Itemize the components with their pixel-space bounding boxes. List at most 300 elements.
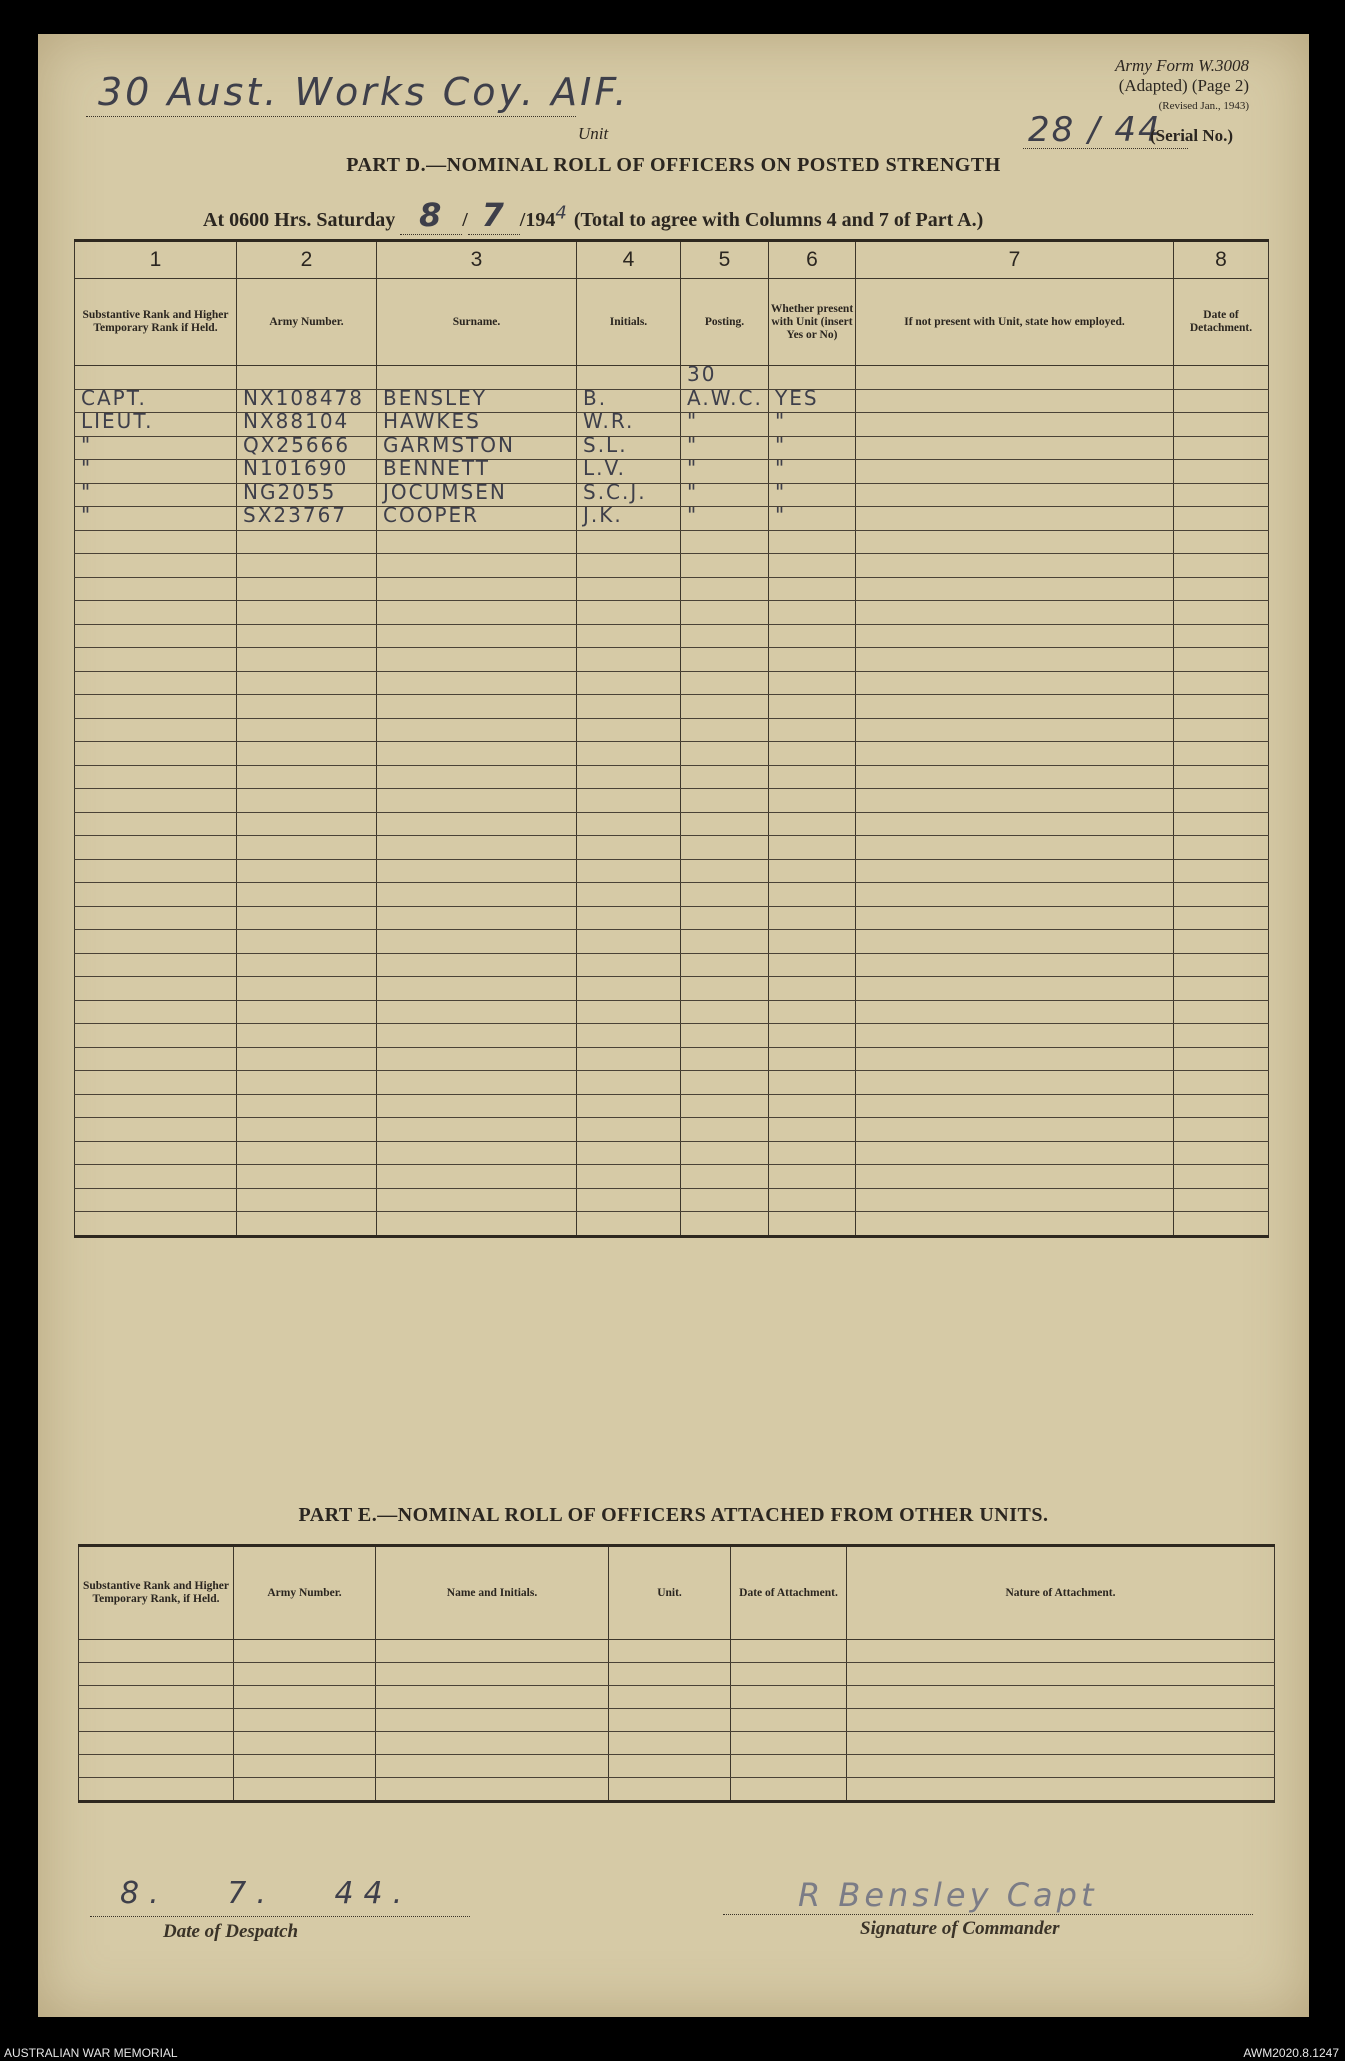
- table-cell: [234, 1640, 376, 1663]
- table-cell: [769, 554, 856, 578]
- table-cell: [234, 1709, 376, 1732]
- table-cell: [377, 1024, 577, 1048]
- table-cell: [769, 836, 856, 860]
- table-cell: [856, 507, 1174, 531]
- table-cell: [609, 1732, 731, 1755]
- table-row: [75, 812, 1269, 836]
- table-row: [75, 789, 1269, 813]
- table-cell: [1174, 906, 1269, 930]
- table-cell: [237, 554, 377, 578]
- table-cell: [1174, 366, 1269, 390]
- table-row: [75, 859, 1269, 883]
- table-cell: [681, 953, 769, 977]
- handwritten-entry: ": [81, 432, 93, 457]
- table-cell: [847, 1778, 1275, 1802]
- table-cell: [377, 1094, 577, 1118]
- table-cell: [377, 624, 577, 648]
- serial-label: (Serial No.): [1150, 126, 1234, 145]
- column-number: 5: [681, 241, 769, 279]
- part-d-table: [74, 239, 1269, 1238]
- table-cell: [75, 812, 237, 836]
- table-cell: [577, 742, 681, 766]
- table-cell: [1174, 671, 1269, 695]
- table-cell: [681, 1165, 769, 1189]
- table-cell: [237, 530, 377, 554]
- table-cell: [1174, 1047, 1269, 1071]
- despatch-date-handwritten: 8. 7. 44.: [120, 1876, 413, 1911]
- part-e-header-unit: Unit.: [609, 1546, 731, 1640]
- table-cell: [377, 1071, 577, 1095]
- table-cell: [769, 789, 856, 813]
- table-cell: [731, 1686, 847, 1709]
- table-cell: [1174, 765, 1269, 789]
- table-cell: [856, 554, 1174, 578]
- table-cell: [75, 554, 237, 578]
- table-cell: [75, 577, 237, 601]
- form-reference: [1115, 56, 1249, 116]
- table-cell: [376, 1640, 609, 1663]
- table-cell: [237, 1071, 377, 1095]
- table-cell: [237, 671, 377, 695]
- table-cell: [377, 930, 577, 954]
- table-cell: [577, 695, 681, 719]
- table-row: [79, 1663, 1275, 1686]
- part-e-body: [79, 1640, 1275, 1802]
- table-row: [75, 836, 1269, 860]
- table-cell: [847, 1686, 1275, 1709]
- table-row: [75, 1000, 1269, 1024]
- table-cell: [237, 859, 377, 883]
- table-row: [75, 765, 1269, 789]
- table-cell: [377, 742, 577, 766]
- table-cell: [377, 906, 577, 930]
- table-row: [79, 1732, 1275, 1755]
- table-cell: [577, 601, 681, 625]
- table-cell: [75, 1141, 237, 1165]
- table-cell: [234, 1732, 376, 1755]
- handwritten-entry: NG2055: [243, 479, 337, 504]
- table-cell: [609, 1755, 731, 1778]
- table-cell: [1174, 977, 1269, 1001]
- column-header-detachment: Date of Detachment.: [1174, 279, 1269, 366]
- handwritten-entry: ": [775, 503, 787, 527]
- table-cell: [577, 765, 681, 789]
- part-e-header-army-number: Army Number.: [234, 1546, 376, 1640]
- table-cell: [847, 1663, 1275, 1686]
- table-cell: [847, 1709, 1275, 1732]
- table-cell: [769, 1071, 856, 1095]
- column-number: 2: [237, 241, 377, 279]
- table-row: [79, 1686, 1275, 1709]
- table-cell: [577, 1071, 681, 1095]
- table-cell: [731, 1663, 847, 1686]
- handwritten-entry: ": [687, 409, 699, 433]
- table-cell: [731, 1709, 847, 1732]
- handwritten-entry: ": [81, 503, 93, 527]
- table-cell: [681, 671, 769, 695]
- serial-handwritten: 28 / 44: [1028, 110, 1162, 150]
- table-cell: [856, 483, 1174, 507]
- table-cell: [769, 671, 856, 695]
- table-row: [75, 507, 1269, 531]
- at-prefix: At 0600 Hrs. Saturday: [203, 209, 396, 231]
- table-cell: [681, 601, 769, 625]
- table-cell: [237, 836, 377, 860]
- date-month: 7: [468, 196, 520, 235]
- table-cell: [75, 624, 237, 648]
- table-row: [75, 1024, 1269, 1048]
- table-cell: [237, 577, 377, 601]
- table-cell: [577, 1024, 681, 1048]
- table-cell: [731, 1640, 847, 1663]
- table-cell: [609, 1640, 731, 1663]
- column-number: 8: [1174, 241, 1269, 279]
- table-cell: [577, 836, 681, 860]
- table-cell: [75, 1094, 237, 1118]
- handwritten-entry: ": [775, 432, 787, 457]
- table-cell: [377, 765, 577, 789]
- table-cell: [577, 906, 681, 930]
- table-cell: [577, 859, 681, 883]
- table-row: [75, 1071, 1269, 1095]
- table-cell: [75, 456, 237, 484]
- table-cell: [681, 789, 769, 813]
- table-cell: [856, 601, 1174, 625]
- table-cell: [237, 695, 377, 719]
- table-cell: [1174, 1141, 1269, 1165]
- table-cell: [237, 1212, 377, 1237]
- caption-right: AWM2020.8.1247: [1243, 2046, 1339, 2060]
- column-header-posting: Posting.: [681, 279, 769, 366]
- table-cell: [377, 601, 577, 625]
- table-row: [75, 742, 1269, 766]
- table-cell: [237, 1141, 377, 1165]
- table-cell: [377, 977, 577, 1001]
- table-cell: [376, 1663, 609, 1686]
- table-cell: [1174, 1165, 1269, 1189]
- table-cell: [1174, 930, 1269, 954]
- table-cell: [769, 577, 856, 601]
- table-cell: [577, 718, 681, 742]
- table-cell: [769, 695, 856, 719]
- table-row: [79, 1755, 1275, 1778]
- table-cell: [1174, 718, 1269, 742]
- table-cell: [1174, 530, 1269, 554]
- handwritten-entry: ": [687, 479, 699, 504]
- part-d-body: [75, 362, 1269, 1237]
- table-cell: [856, 812, 1174, 836]
- table-cell: [1174, 1071, 1269, 1095]
- table-row: [75, 1188, 1269, 1212]
- table-cell: [75, 648, 237, 672]
- handwritten-entry: ": [81, 456, 93, 480]
- table-cell: [577, 1212, 681, 1237]
- table-cell: [1174, 1212, 1269, 1237]
- table-cell: [609, 1709, 731, 1732]
- table-cell: [377, 554, 577, 578]
- table-cell: [856, 1000, 1174, 1024]
- table-row: [75, 1141, 1269, 1165]
- part-d-title: PART D.—NOMINAL ROLL OF OFFICERS ON POSTED STRENGTH: [346, 154, 1001, 176]
- table-row: [75, 1094, 1269, 1118]
- table-cell: [681, 1071, 769, 1095]
- handwritten-entry: COOPER: [383, 503, 480, 527]
- table-cell: [731, 1732, 847, 1755]
- table-cell: [856, 1212, 1174, 1237]
- table-cell: [377, 883, 577, 907]
- table-cell: [237, 718, 377, 742]
- table-cell: [1174, 507, 1269, 531]
- table-cell: [75, 742, 237, 766]
- table-cell: [856, 953, 1174, 977]
- table-cell: [856, 577, 1174, 601]
- column-header-present: Whether present with Unit (insert Yes or No): [769, 279, 856, 366]
- handwritten-entry: NX88104: [243, 409, 350, 433]
- table-cell: [75, 789, 237, 813]
- despatch-dotted-line: [90, 1916, 470, 1917]
- table-cell: [847, 1732, 1275, 1755]
- table-cell: [75, 432, 237, 460]
- table-cell: [681, 883, 769, 907]
- table-cell: [577, 530, 681, 554]
- table-row: [75, 1047, 1269, 1071]
- table-cell: [856, 789, 1174, 813]
- table-cell: [856, 1165, 1174, 1189]
- table-cell: [856, 765, 1174, 789]
- handwritten-entry: ": [687, 503, 699, 527]
- column-number: 6: [769, 241, 856, 279]
- column-number: 4: [577, 241, 681, 279]
- table-cell: [681, 530, 769, 554]
- column-number: 1: [75, 241, 237, 279]
- column-header-row: [75, 279, 1269, 366]
- table-cell: [1174, 1188, 1269, 1212]
- table-cell: [681, 503, 769, 531]
- table-cell: [237, 1024, 377, 1048]
- table-row: [75, 1165, 1269, 1189]
- table-row: [75, 577, 1269, 601]
- table-cell: [1174, 695, 1269, 719]
- part-e-header-nature: Nature of Attachment.: [847, 1546, 1275, 1640]
- table-cell: [856, 859, 1174, 883]
- table-cell: [377, 695, 577, 719]
- handwritten-entry: ": [775, 479, 787, 504]
- part-e-header-date: Date of Attachment.: [731, 1546, 847, 1640]
- table-cell: [856, 1024, 1174, 1048]
- column-header-employment: If not present with Unit, state how employed.: [856, 279, 1174, 366]
- table-row: [75, 530, 1269, 554]
- at-time-line: At 0600 Hrs. Saturday 8 / 7 $/194^4$ (Total to agree with Columns 4 and 7 of Part A.): [203, 196, 984, 234]
- table-cell: [1174, 1094, 1269, 1118]
- table-cell: [609, 1778, 731, 1802]
- table-cell: [75, 906, 237, 930]
- table-cell: [577, 1094, 681, 1118]
- table-row: [75, 930, 1269, 954]
- table-cell: [376, 1755, 609, 1778]
- table-cell: [79, 1640, 234, 1663]
- table-cell: [75, 1071, 237, 1095]
- table-cell: [681, 742, 769, 766]
- handwritten-entry: BENNETT: [383, 456, 490, 480]
- table-cell: [237, 624, 377, 648]
- table-cell: [237, 977, 377, 1001]
- table-cell: [237, 765, 377, 789]
- table-cell: [75, 883, 237, 907]
- table-cell: [681, 554, 769, 578]
- column-header-rank: Substantive Rank and Higher Temporary Rank if Held.: [75, 279, 237, 366]
- table-row: [75, 624, 1269, 648]
- table-cell: [75, 1165, 237, 1189]
- table-cell: [609, 1663, 731, 1686]
- at-suffix: (Total to agree with Columns 4 and 7 of Part A.): [573, 209, 984, 231]
- table-cell: [377, 530, 577, 554]
- table-cell: [79, 1709, 234, 1732]
- table-cell: [577, 1118, 681, 1142]
- table-cell: [769, 1165, 856, 1189]
- table-cell: [377, 859, 577, 883]
- table-cell: [681, 859, 769, 883]
- table-cell: [577, 577, 681, 601]
- table-cell: [237, 1000, 377, 1024]
- handwritten-entry: ": [687, 432, 699, 457]
- table-cell: [577, 1165, 681, 1189]
- part-e-header-name: Name and Initials.: [376, 1546, 609, 1640]
- table-cell: [75, 859, 237, 883]
- table-cell: [856, 436, 1174, 460]
- table-cell: [1174, 859, 1269, 883]
- table-cell: [377, 648, 577, 672]
- table-cell: [681, 1024, 769, 1048]
- table-cell: [856, 389, 1174, 413]
- table-cell: [75, 718, 237, 742]
- table-cell: [1174, 836, 1269, 860]
- table-cell: [377, 836, 577, 860]
- table-cell: [1174, 577, 1269, 601]
- table-cell: [577, 812, 681, 836]
- table-row: [75, 601, 1269, 625]
- table-cell: [681, 624, 769, 648]
- handwritten-entry: ": [775, 456, 787, 480]
- handwritten-entry: HAWKES: [383, 409, 481, 433]
- table-cell: [1174, 624, 1269, 648]
- table-cell: [1174, 1024, 1269, 1048]
- table-cell: [681, 1212, 769, 1237]
- table-cell: [769, 859, 856, 883]
- table-cell: [856, 624, 1174, 648]
- table-cell: [1174, 742, 1269, 766]
- table-cell: [377, 1141, 577, 1165]
- table-cell: [79, 1686, 234, 1709]
- table-cell: [769, 601, 856, 625]
- caption-left: AUSTRALIAN WAR MEMORIAL: [4, 2046, 178, 2060]
- table-cell: [577, 977, 681, 1001]
- table-cell: [847, 1640, 1275, 1663]
- part-e-title: PART E.—NOMINAL ROLL OF OFFICERS ATTACHED FROM OTHER UNITS.: [298, 1504, 1049, 1526]
- table-cell: [1174, 413, 1269, 437]
- table-row: [75, 883, 1269, 907]
- table-cell: [769, 1000, 856, 1024]
- form-adapted: (Adapted) (Page 2): [1118, 76, 1249, 95]
- table-cell: [681, 1118, 769, 1142]
- table-cell: [237, 601, 377, 625]
- table-cell: [75, 1047, 237, 1071]
- table-cell: [75, 1188, 237, 1212]
- table-cell: [377, 1165, 577, 1189]
- handwritten-entry: S.L.: [583, 432, 628, 457]
- table-cell: [769, 718, 856, 742]
- table-cell: [237, 812, 377, 836]
- table-cell: [681, 1188, 769, 1212]
- table-cell: [79, 1663, 234, 1686]
- table-cell: [237, 930, 377, 954]
- table-cell: [377, 718, 577, 742]
- table-cell: [577, 1000, 681, 1024]
- table-cell: [75, 953, 237, 977]
- table-cell: [769, 883, 856, 907]
- column-header-army-number: Army Number.: [237, 279, 377, 366]
- table-cell: [769, 1188, 856, 1212]
- column-header-surname: Surname.: [377, 279, 577, 366]
- handwritten-entry: SX23767: [243, 503, 348, 527]
- table-cell: [856, 1141, 1174, 1165]
- table-cell: [681, 1000, 769, 1024]
- column-number-row: [75, 241, 1269, 279]
- table-cell: [1174, 483, 1269, 507]
- table-cell: [856, 1071, 1174, 1095]
- table-cell: [377, 577, 577, 601]
- table-cell: [856, 530, 1174, 554]
- table-cell: [1174, 789, 1269, 813]
- signature-label: Signature of Commander: [860, 1918, 1060, 1939]
- table-cell: [856, 718, 1174, 742]
- handwritten-entry: GARMSTON: [383, 432, 515, 457]
- table-cell: [769, 1047, 856, 1071]
- table-cell: [79, 1778, 234, 1802]
- table-cell: [856, 1047, 1174, 1071]
- table-row: [75, 953, 1269, 977]
- handwritten-entry: ": [687, 456, 699, 480]
- table-cell: [377, 1188, 577, 1212]
- table-cell: [376, 1732, 609, 1755]
- table-cell: [856, 883, 1174, 907]
- table-cell: [1174, 460, 1269, 484]
- table-cell: [856, 1118, 1174, 1142]
- table-cell: [237, 789, 377, 813]
- table-cell: [769, 530, 856, 554]
- table-cell: [376, 1686, 609, 1709]
- table-cell: [75, 1024, 237, 1048]
- table-cell: [377, 953, 577, 977]
- table-cell: [856, 366, 1174, 390]
- table-cell: [769, 1024, 856, 1048]
- table-cell: [681, 1047, 769, 1071]
- table-cell: [577, 930, 681, 954]
- table-cell: [769, 1212, 856, 1237]
- table-row: [75, 906, 1269, 930]
- table-cell: [681, 930, 769, 954]
- table-cell: [769, 812, 856, 836]
- table-cell: [1174, 1000, 1269, 1024]
- table-cell: [1174, 601, 1269, 625]
- table-cell: [75, 836, 237, 860]
- table-cell: [681, 648, 769, 672]
- table-cell: [577, 503, 681, 531]
- table-cell: [1174, 883, 1269, 907]
- table-cell: [856, 671, 1174, 695]
- table-cell: [237, 503, 377, 531]
- table-cell: [1174, 812, 1269, 836]
- table-cell: [377, 1047, 577, 1071]
